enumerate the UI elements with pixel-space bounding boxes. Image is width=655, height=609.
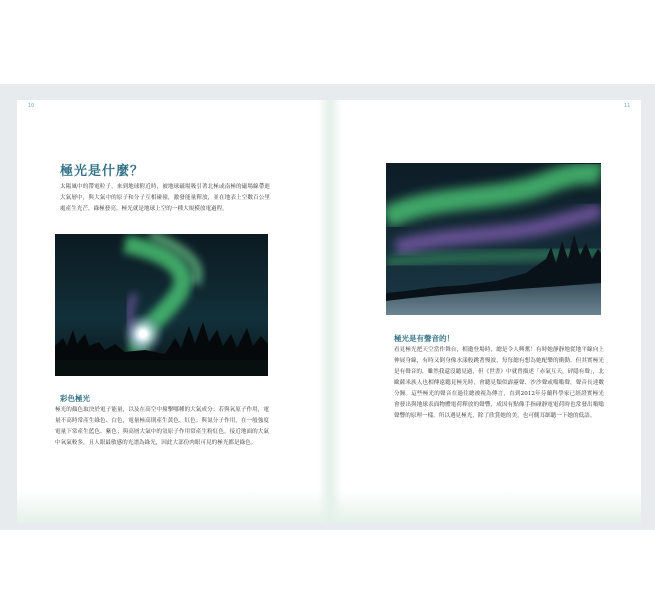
section-heading-what-is-aurora: 極光是什麼？ (60, 164, 145, 179)
sound-paragraph: 看見極光把天空當作舞台，相邀登場時，總是令人興奮！有時她靜靜地從地平線向上伸展身線，有時又倒身像水漾般跳著慢波，每每總有想為她配樂的衝動。但其實極光是有聲音的，雖然我還沒聽見過，但《世書》中就曾描述「赤氣互天，砰隱有聲」，北歐薩米族人也相傳遠聽見極光時，會聽見類似霹靂聲、沙沙聲或嗡嗡聲，聲音長達數分鐘。這些極光的聲音在過往總被視為傳言，直到2012年芬蘭科學家已經證實極光會發出與地球表面物體電荷釋放的聲響，成因有點像手指碰靜電電荷時也常發出嗡嗡聲響的原理一樣。所以遇見極光，除了欣賞她的美，也可側耳細聽一下她的低語。 (394, 347, 604, 419)
intro-paragraph: 太陽風中的帶電粒子，來到地球附近時，被地球磁場吸引著北極或南極的磁場線帶進大氣層中，與大氣中的原子和分子互相碰撞，激發能量釋放，並在地表上空數百公里處產生光芒，綠極發亮，極光就是地球上空的一種大規模放電過程。 (60, 184, 270, 212)
colors-paragraph: 極光的顏色取決於電子能量，以及在高空中撞擊哪種的大氣成分；若與氧原子作用，電量不高時常產生綠色、白色，電量極高則產生黃色、紅色；與氮分子作用，在一般強度電量下常產生藍色、紫色；與高層大氣中的氫原子作用常產生粉紅色。接近地面的大氣中氧氣較多，且人眼最敏感的光譜為綠光，因此大部份肉眼可見的極光都是綠色。 (55, 407, 269, 446)
subheading-colorful-aurora: 彩色極光 (60, 394, 90, 403)
page-number-right: 11 (624, 103, 631, 109)
aurora-snow-treeline-illustration (386, 163, 601, 315)
book-gutter (318, 100, 342, 524)
aurora-forest-moon-photo (55, 234, 268, 376)
right-page-bottom-tint (330, 490, 641, 524)
page-number-left: 10 (28, 103, 35, 109)
left-page-bottom-tint (17, 490, 330, 524)
aurora-forest-moon-illustration (55, 234, 268, 376)
aurora-snow-treeline-photo (386, 163, 601, 315)
subheading-aurora-has-sound: 極光是有聲音的！ (394, 334, 454, 343)
